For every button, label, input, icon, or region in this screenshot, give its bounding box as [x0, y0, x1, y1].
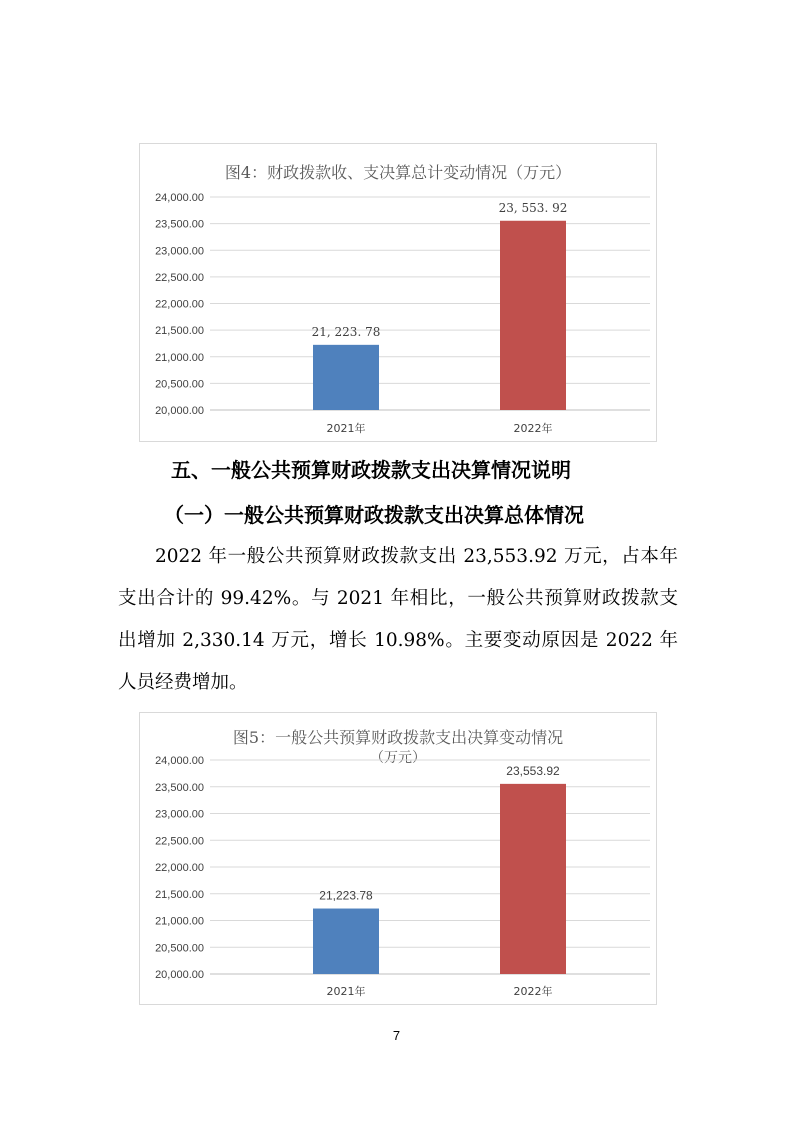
- chart-title-main: 图5：一般公共预算财政拨款支出决算变动情况: [232, 728, 564, 747]
- chart-plot: [140, 713, 656, 1004]
- section-heading: 五、一般公共预算财政拨款支出决算情况说明: [171, 458, 571, 482]
- y-tick-label: 21,000.00: [155, 351, 204, 364]
- page-number: 7: [392, 1028, 401, 1043]
- chart-title-unit: （万元）: [370, 750, 426, 766]
- y-tick-label: 20,500.00: [155, 378, 204, 391]
- y-tick-label: 23,000.00: [155, 245, 204, 258]
- data-label: 21,223.78: [319, 888, 373, 903]
- chart-figure-5: [139, 712, 657, 1005]
- y-tick-label: 20,500.00: [155, 942, 204, 955]
- x-tick-label: 2022年: [513, 985, 553, 998]
- y-tick-label: 23,500.00: [155, 781, 204, 794]
- y-tick-label: 21,500.00: [155, 888, 204, 901]
- bar: [313, 909, 379, 974]
- bar: [500, 221, 566, 410]
- chart-figure-4: [139, 143, 657, 442]
- y-tick-label: 20,000.00: [155, 405, 204, 417]
- y-tick-label: 22,500.00: [155, 271, 204, 284]
- bar: [500, 784, 566, 974]
- y-tick-label: 22,000.00: [155, 862, 204, 874]
- y-tick-label: 21,500.00: [155, 325, 204, 338]
- chart-plot: [140, 144, 656, 441]
- y-tick-label: 22,500.00: [155, 835, 204, 848]
- body-paragraph: 2022 年一般公共预算财政拨款支出 23,553.92 万元，占本年支出合计的 99.42%。与 2021 年相比，一般公共预算财政拨款支出增加 2,330.14 万元，增长 10.98%。主要变动原因是 2022 年人员经费增加。: [118, 546, 678, 693]
- y-tick-label: 23,000.00: [155, 808, 204, 821]
- data-label: 23,553.92: [506, 763, 560, 778]
- y-tick-label: 23,500.00: [155, 218, 204, 231]
- bar: [313, 345, 379, 410]
- x-tick-label: 2022年: [513, 422, 553, 435]
- y-tick-label: 24,000.00: [155, 192, 204, 204]
- subsection-heading: （一）一般公共预算财政拨款支出决算总体情况: [164, 503, 584, 527]
- data-label: 21, 223. 78: [311, 324, 381, 339]
- chart-title: 图4：财政拨款收、支决算总计变动情况（万元）: [224, 163, 572, 182]
- x-tick-label: 2021年: [326, 985, 366, 998]
- y-tick-label: 20,000.00: [155, 969, 204, 981]
- y-tick-label: 24,000.00: [155, 755, 204, 767]
- y-tick-label: 21,000.00: [155, 915, 204, 928]
- x-tick-label: 2021年: [326, 422, 366, 435]
- body-paragraph-container: [118, 536, 678, 704]
- data-label: 23, 553. 92: [498, 200, 568, 215]
- y-tick-label: 22,000.00: [155, 298, 204, 311]
